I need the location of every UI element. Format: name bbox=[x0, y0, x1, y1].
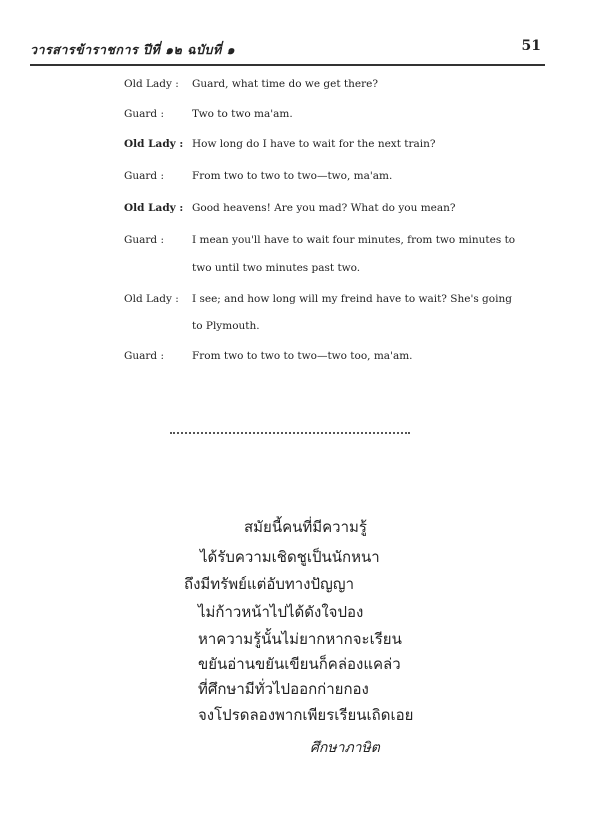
poem-line: ไม่ก้าวหน้าไปได้ดังใจปอง bbox=[198, 603, 364, 621]
speaker-label: Guard : bbox=[124, 170, 165, 182]
speech-line: I mean you'll have to wait four minutes, from two minutes to bbox=[192, 234, 516, 246]
speech-line: two until two minutes past two. bbox=[192, 262, 361, 274]
journal-title: วารสารข้าราชการ ปีที่ ๑๒ ฉบับที่ ๑ bbox=[30, 42, 236, 57]
speaker-label: Old Lady : bbox=[124, 78, 179, 90]
poem-line: ได้รับความเชิดชูเป็นนักหนา bbox=[200, 548, 380, 566]
speaker-label: Old Lady : bbox=[124, 293, 179, 305]
page-number: 51 bbox=[521, 38, 541, 54]
speaker-label: Old Lady : bbox=[124, 138, 184, 150]
speech-line: Good heavens! Are you mad? What do you mean? bbox=[192, 202, 456, 214]
speech-line: From two to two to two—two, ma'am. bbox=[192, 170, 393, 182]
speech-line: Two to two ma'am. bbox=[192, 108, 293, 120]
speech-line: I see; and how long will my freind have to wait? She's going bbox=[192, 293, 512, 305]
speaker-label: Guard : bbox=[124, 108, 165, 120]
speaker-label: Guard : bbox=[124, 350, 165, 362]
speech-line: From two to two to two—two too, ma'am. bbox=[192, 350, 413, 362]
poem-line: สมัยนี้คนที่มีความรู้ bbox=[244, 518, 367, 536]
speaker-label: Guard : bbox=[124, 234, 165, 246]
speech-line: How long do I have to wait for the next train? bbox=[192, 138, 436, 150]
poem-author: ศึกษาภาษิต bbox=[310, 740, 380, 756]
poem-line: จงโปรดลองพากเพียรเรียนเถิดเอย bbox=[198, 706, 414, 724]
poem-line: ขยันอ่านขยันเขียนก็คล่องแคล่ว bbox=[198, 655, 401, 673]
speech-line: Guard, what time do we get there? bbox=[192, 78, 378, 90]
poem-line: หาความรู้นั้นไม่ยากหากจะเรียน bbox=[198, 630, 402, 648]
speech-line: to Plymouth. bbox=[192, 320, 260, 332]
speaker-label: Old Lady : bbox=[124, 202, 184, 214]
dotted-divider bbox=[170, 432, 410, 434]
poem-line: ถึงมีทรัพย์แต่อับทางปัญญา bbox=[184, 575, 354, 593]
poem-line: ที่ศึกษามีทั่วไปออกก่ายกอง bbox=[198, 680, 369, 698]
page-header bbox=[30, 40, 545, 66]
